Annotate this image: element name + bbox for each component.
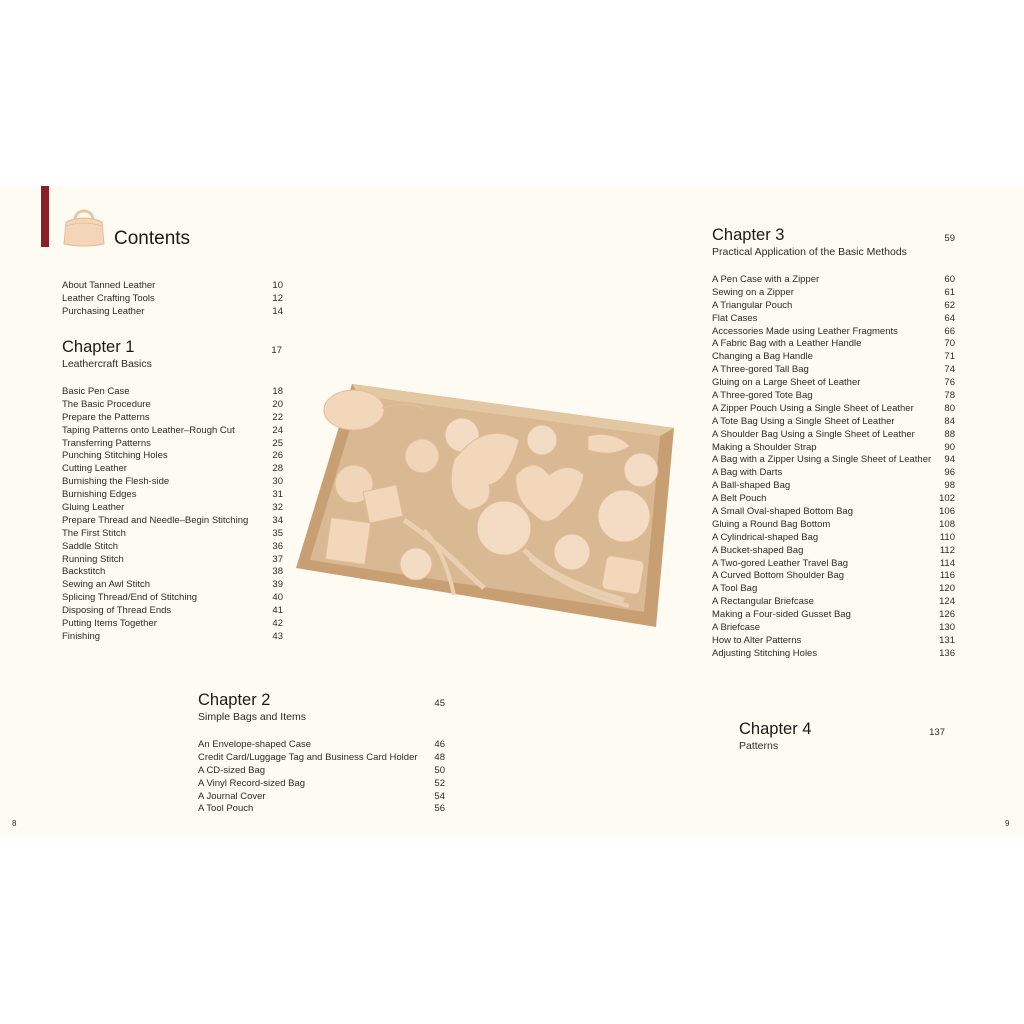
toc-entry	[712, 570, 955, 583]
toc-entry-page: 61	[944, 286, 955, 298]
handbag-icon	[62, 202, 106, 248]
toc-entry-title: A Small Oval-shaped Bottom Bag	[712, 506, 853, 518]
toc-entry-title: A Belt Pouch	[712, 493, 767, 505]
chapter-1-heading	[62, 338, 152, 370]
toc-entry-title: A Zipper Pouch Using a Single Sheet of Leather	[712, 402, 914, 414]
toc-entry	[712, 364, 955, 377]
toc-entry	[712, 648, 955, 661]
toc-entry-title: A Bag with a Zipper Using a Single Sheet of Leather	[712, 454, 932, 466]
toc-entry-title: Sewing an Awl Stitch	[62, 579, 151, 591]
toc-entry	[62, 293, 283, 306]
toc-entry-title: Splicing Thread/End of Stitching	[62, 592, 198, 604]
toc-entry-page: 78	[944, 390, 955, 402]
toc-entry-title: Credit Card/Luggage Tag and Business Card Holder	[198, 751, 418, 763]
toc-entry-page: 126	[939, 609, 955, 621]
toc-entry-title: A Tote Bag Using a Single Sheet of Leather	[712, 415, 895, 427]
toc-entry	[712, 351, 955, 364]
toc-entry-title: The Basic Procedure	[62, 398, 151, 410]
toc-entry-page: 36	[272, 540, 283, 552]
toc-entry-page: 131	[939, 634, 955, 646]
toc-entry-page: 98	[944, 480, 955, 492]
toc-entry	[712, 583, 955, 596]
toc-entry-page: 34	[272, 514, 283, 526]
toc-entry	[62, 515, 283, 528]
chapter-2-list	[198, 739, 445, 816]
toc-entry-title: A Bag with Darts	[712, 467, 783, 479]
chapter-4-heading	[739, 720, 811, 752]
toc-entry-page: 88	[944, 428, 955, 440]
toc-entry-title: Running Stitch	[62, 553, 124, 565]
toc-entry-page: 70	[944, 338, 955, 350]
toc-entry	[62, 502, 283, 515]
toc-entry	[712, 506, 955, 519]
toc-entry-page: 18	[272, 386, 283, 397]
toc-entry-title: A CD-sized Bag	[198, 764, 266, 776]
toc-entry	[62, 306, 283, 319]
toc-entry-page: 130	[939, 622, 955, 634]
toc-entry	[712, 622, 955, 635]
toc-entry	[62, 280, 283, 293]
chapter-1-page: 17	[271, 345, 282, 356]
toc-entry-page: 102	[939, 493, 955, 505]
toc-entry-title: Sewing on a Zipper	[712, 286, 794, 298]
toc-entry-title: Gluing a Round Bag Bottom	[712, 518, 831, 530]
toc-entry	[712, 493, 955, 506]
toc-entry-title: Purchasing Leather	[62, 305, 145, 317]
toc-entry	[62, 631, 283, 644]
toc-entry	[62, 425, 283, 438]
toc-entry-page: 46	[434, 739, 445, 750]
toc-entry	[712, 326, 955, 339]
chapter-2-page: 45	[434, 698, 445, 709]
toc-entry	[198, 803, 445, 816]
toc-entry	[62, 541, 283, 554]
chapter-4-page: 137	[929, 727, 945, 738]
toc-entry	[712, 454, 955, 467]
toc-entry-title: Saddle Stitch	[62, 540, 118, 552]
toc-entry-page: 48	[434, 751, 445, 763]
toc-entry-page: 60	[944, 274, 955, 285]
chapter-1-subtitle: Leathercraft Basics	[62, 358, 152, 370]
toc-entry	[198, 765, 445, 778]
toc-entry-page: 108	[939, 518, 955, 530]
accent-bar	[41, 186, 49, 247]
toc-entry-page: 14	[272, 305, 283, 317]
toc-entry-page: 110	[939, 531, 955, 543]
front-matter-list	[62, 280, 283, 319]
toc-entry-page: 39	[272, 579, 283, 591]
toc-entry-title: A Vinyl Record-sized Bag	[198, 777, 306, 789]
toc-entry	[712, 519, 955, 532]
toc-entry	[712, 338, 955, 351]
toc-entry-page: 106	[939, 506, 955, 518]
toc-entry-page: 64	[944, 312, 955, 324]
toc-entry-title: A Bucket-shaped Bag	[712, 544, 804, 556]
toc-entry-page: 76	[944, 377, 955, 389]
toc-entry-page: 124	[939, 596, 955, 608]
toc-entry-title: Punching Stitching Holes	[62, 450, 168, 462]
toc-entry-title: Disposing of Thread Ends	[62, 605, 172, 617]
toc-entry	[62, 554, 283, 567]
toc-entry-page: 30	[272, 476, 283, 488]
toc-entry-page: 26	[272, 450, 283, 462]
toc-entry-page: 94	[944, 454, 955, 466]
toc-entry	[198, 791, 445, 804]
toc-entry	[62, 438, 283, 451]
chapter-3-list	[712, 274, 955, 661]
toc-entry	[62, 450, 283, 463]
toc-entry-page: 52	[434, 777, 445, 789]
toc-entry-title: Prepare Thread and Needle–Begin Stitching	[62, 514, 249, 526]
toc-entry	[62, 605, 283, 618]
toc-entry	[62, 566, 283, 579]
toc-entry	[712, 609, 955, 622]
toc-entry-title: The First Stitch	[62, 527, 126, 539]
leather-crafts-tray-image	[294, 380, 678, 630]
toc-entry-title: A Pen Case with a Zipper	[712, 274, 820, 285]
toc-entry-page: 22	[272, 411, 283, 423]
toc-entry	[62, 386, 283, 399]
toc-entry	[712, 596, 955, 609]
toc-entry-title: Cutting Leather	[62, 463, 127, 475]
toc-entry-title: A Shoulder Bag Using a Single Sheet of Leather	[712, 428, 915, 440]
toc-entry-page: 24	[272, 424, 283, 436]
toc-entry	[62, 412, 283, 425]
toc-entry-title: Burnishing the Flesh-side	[62, 476, 170, 488]
toc-entry-title: A Two-gored Leather Travel Bag	[712, 557, 849, 569]
toc-entry	[62, 489, 283, 502]
toc-entry	[62, 528, 283, 541]
toc-entry-title: Accessories Made using Leather Fragments	[712, 325, 898, 337]
toc-entry-title: A Triangular Pouch	[712, 299, 793, 311]
toc-entry	[712, 635, 955, 648]
toc-entry-title: A Tool Bag	[712, 583, 758, 595]
toc-entry	[712, 467, 955, 480]
toc-entry	[62, 592, 283, 605]
toc-entry-page: 74	[944, 364, 955, 376]
toc-entry-title: Prepare the Patterns	[62, 411, 150, 423]
toc-entry-title: Changing a Bag Handle	[712, 351, 813, 363]
toc-entry-page: 41	[272, 605, 283, 617]
toc-entry-page: 43	[272, 630, 283, 642]
toc-entry	[712, 377, 955, 390]
toc-entry-page: 37	[272, 553, 283, 565]
toc-entry-page: 90	[944, 441, 955, 453]
toc-entry-title: How to Alter Patterns	[712, 634, 802, 646]
toc-entry	[62, 399, 283, 412]
chapter-3-subtitle: Practical Application of the Basic Methods	[712, 246, 907, 258]
toc-entry-title: A Briefcase	[712, 622, 761, 634]
toc-entry-page: 116	[939, 570, 955, 582]
toc-entry-title: Making a Shoulder Strap	[712, 441, 817, 453]
chapter-1-list	[62, 386, 283, 644]
toc-entry	[198, 778, 445, 791]
toc-entry-title: A Fabric Bag with a Leather Handle	[712, 338, 862, 350]
chapter-3-heading	[712, 226, 907, 258]
toc-entry-page: 112	[939, 544, 955, 556]
toc-entry-page: 71	[944, 351, 955, 363]
toc-entry	[712, 480, 955, 493]
toc-entry-page: 136	[939, 647, 955, 659]
toc-entry-title: Burnishing Edges	[62, 489, 137, 501]
toc-entry-title: A Three-gored Tote Bag	[712, 390, 813, 402]
toc-entry-page: 31	[272, 489, 283, 501]
toc-entry-title: Putting Items Together	[62, 618, 157, 630]
toc-entry-title: A Three-gored Tall Bag	[712, 364, 809, 376]
toc-entry	[198, 739, 445, 752]
toc-entry	[712, 390, 955, 403]
toc-entry-page: 84	[944, 415, 955, 427]
toc-entry	[712, 274, 955, 287]
toc-entry-page: 25	[272, 437, 283, 449]
toc-entry-title: A Cylindrical-shaped Bag	[712, 531, 819, 543]
toc-entry-title: An Envelope-shaped Case	[198, 739, 312, 750]
toc-entry-title: Backstitch	[62, 566, 106, 578]
chapter-2-title: Chapter 2	[198, 691, 271, 709]
toc-entry-page: 12	[272, 292, 283, 304]
toc-entry	[712, 287, 955, 300]
toc-entry-page: 40	[272, 592, 283, 604]
toc-entry	[712, 429, 955, 442]
toc-entry	[712, 558, 955, 571]
toc-entry-title: A Curved Bottom Shoulder Bag	[712, 570, 845, 582]
toc-entry-title: Taping Patterns onto Leather–Rough Cut	[62, 424, 235, 436]
chapter-3-title: Chapter 3	[712, 226, 785, 244]
toc-entry-page: 96	[944, 467, 955, 479]
chapter-3-page: 59	[944, 233, 955, 244]
toc-entry-title: Leather Crafting Tools	[62, 292, 155, 304]
toc-entry-page: 35	[272, 527, 283, 539]
toc-entry	[712, 300, 955, 313]
page-number-right: 9	[1005, 819, 1010, 828]
toc-entry-title: A Tool Pouch	[198, 803, 254, 815]
toc-entry-title: Making a Four-sided Gusset Bag	[712, 609, 851, 621]
toc-entry-title: Gluing Leather	[62, 502, 125, 514]
toc-entry-title: Basic Pen Case	[62, 386, 130, 397]
toc-entry-title: Gluing on a Large Sheet of Leather	[712, 377, 861, 389]
toc-entry-page: 114	[939, 557, 955, 569]
chapter-4-title: Chapter 4	[739, 720, 812, 738]
toc-entry-page: 28	[272, 463, 283, 475]
toc-entry-title: A Journal Cover	[198, 790, 266, 802]
toc-entry-page: 54	[434, 790, 445, 802]
contents-title: Contents	[114, 228, 191, 249]
toc-entry	[712, 545, 955, 558]
toc-entry	[198, 752, 445, 765]
toc-entry	[62, 476, 283, 489]
toc-entry	[62, 463, 283, 476]
toc-entry-title: Finishing	[62, 630, 101, 642]
toc-entry-page: 120	[939, 583, 955, 595]
toc-entry-page: 32	[272, 502, 283, 514]
page-number-left: 8	[12, 819, 17, 828]
toc-entry-page: 62	[944, 299, 955, 311]
toc-entry-page: 56	[434, 803, 445, 815]
toc-entry-title: A Ball-shaped Bag	[712, 480, 791, 492]
toc-entry	[62, 579, 283, 592]
toc-entry	[712, 403, 955, 416]
toc-entry-title: A Rectangular Briefcase	[712, 596, 814, 608]
toc-entry-page: 80	[944, 402, 955, 414]
toc-entry-title: Flat Cases	[712, 312, 758, 324]
toc-entry-page: 42	[272, 618, 283, 630]
toc-entry-page: 50	[434, 764, 445, 776]
chapter-4-subtitle: Patterns	[739, 740, 779, 752]
toc-entry-page: 66	[944, 325, 955, 337]
toc-entry	[712, 442, 955, 455]
chapter-2-subtitle: Simple Bags and Items	[198, 711, 306, 723]
toc-entry-page: 10	[272, 280, 283, 291]
toc-entry-page: 20	[272, 398, 283, 410]
chapter-2-heading	[198, 691, 306, 723]
toc-entry-title: About Tanned Leather	[62, 280, 156, 291]
toc-entry	[62, 618, 283, 631]
chapter-1-title: Chapter 1	[62, 338, 135, 356]
toc-entry-title: Transferring Patterns	[62, 437, 151, 449]
toc-entry	[712, 416, 955, 429]
toc-entry	[712, 532, 955, 545]
toc-entry-page: 38	[272, 566, 283, 578]
toc-entry-title: Adjusting Stitching Holes	[712, 647, 818, 659]
toc-entry	[712, 313, 955, 326]
